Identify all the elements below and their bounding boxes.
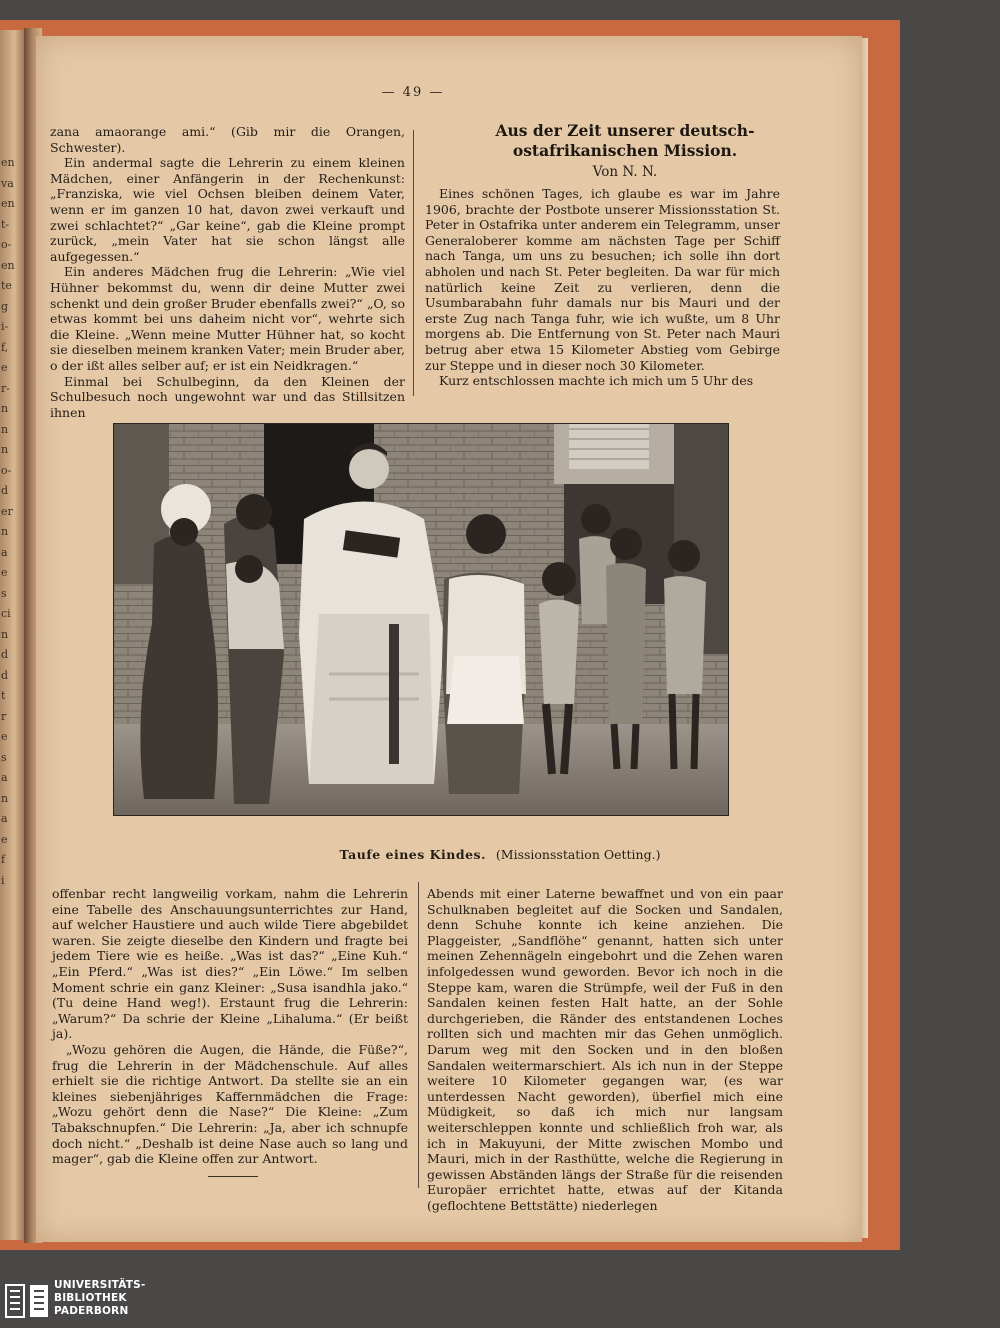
page-edge bbox=[860, 38, 868, 1238]
paragraph: Ein anderes Mädchen frug die Lehrerin: „Wie viel Hühner bekommst du, wenn dir deine Mutter zwei schenkt und dein großer Bruder ebenfalls zwei?“ „O, so etwas kommt bei uns daheim nicht vor“, wehrte sich die Kleine. „Wenn meine Mutter Hühner hat, so kocht sie dieselben meinem kranken Vater; mein Bruder aber, o der ißt alles selber auf; er ist ein Neidkragen.“ bbox=[50, 264, 405, 373]
previous-page-text-fragment: s bbox=[1, 586, 7, 600]
paragraph: zana amaorange ami.“ (Gib mir die Orangen, Schwester). bbox=[50, 124, 405, 155]
column-divider bbox=[413, 130, 414, 396]
left-column-top bbox=[50, 124, 405, 420]
paragraph: Abends mit einer Laterne bewaffnet und von ein paar Schulknaben begleitet auf die Socken und Sandalen, denn Schuhe konnte ich keine anziehen. Die Plaggeister, „Sandflöhe“ genannt, hatten sich unter meinen Zehennägeln eingebohrt und die Zehen waren infolgedessen wund geworden. Bevor ich noch in die Steppe kam, waren die Strümpfe, weil der Fuß in den Sandalen keinen festen Halt hatte, an der Sohle durchgerieben, die Ränder des entstandenen Loches rollten sich und machten mir das Gehen unmöglich. Darum weg mit den Socken und in den bloßen Sandalen weitermarschiert. Als ich nun in der Steppe weitere 10 Kilometer gegangen war, (es war unterdessen Nacht geworden), überfiel mich eine Müdigkeit, so daß ich mich nur langsam weiterschleppen konnte und schließlich froh war, als ich in Makuyuni, der Mitte zwischen Mombo und Mauri, mich in der Rasthütte, welche die Regierung in gewissen Abständen längs der Straße für die reisenden Europäer errichtet hatte, etwas auf der Kitanda (geflochtene Bettstätte) niederlegen bbox=[427, 886, 783, 1213]
previous-page-text-fragment: n bbox=[1, 791, 9, 805]
caption-subtitle: (Missionsstation Oetting.) bbox=[495, 847, 661, 862]
previous-page-text-fragment: o- bbox=[1, 238, 12, 251]
previous-page-text-fragment: e bbox=[1, 832, 8, 846]
previous-page-text-fragment: n bbox=[1, 402, 9, 415]
previous-page-text-fragment: n bbox=[1, 422, 9, 436]
previous-page-text-fragment: er bbox=[1, 504, 13, 518]
paragraph: „Wozu gehören die Augen, die Hände, die Füße?“, frug die Lehrerin in der Mädchenschule. Auf alles erhielt sie die richtige Antwort. Da stellte sie an ein kleines siebenjähriges Kaffernmädchen die Frage: „Wozu gehört denn die Nase?“ Die Kleine: „Zum Tabakschnupfen.“ Die Lehrerin: „Ja, aber ich schnupfe doch nicht.“ „Deshalb ist deine Nase auch so lang und mager“, gab die Kleine offen zur Antwort. bbox=[52, 1041, 408, 1167]
left-column-bottom bbox=[52, 886, 408, 1167]
library-logo-icon bbox=[4, 1281, 50, 1321]
section-end-rule bbox=[208, 1176, 258, 1177]
paragraph: offenbar recht langweilig vorkam, nahm die Lehrerin eine Tabelle des Anschauungsunterrichtes zur Hand, auf welcher Haustiere und auch wilde Tiere abgebildet waren. Sie zeigte dieselbe den Kindern und fragte bei jedem Tiere wie es heiße. „Was ist das?“ „Eine Kuh.“ „Ein Pferd.“ „Was ist dies?“ „Ein Löwe.“ Im selben Moment schrie ein ganz Kleiner: „Susa isandhla jako.“ (Tu deine Hand weg!). Erstaunt frug die Lehrerin: „Warum?“ Da schrie der Kleine „Lihaluma.“ (Er beißt ja). bbox=[52, 886, 408, 1042]
previous-page-text-fragment: en bbox=[1, 197, 15, 210]
logo-line: PADERBORN bbox=[54, 1305, 129, 1317]
previous-page-text-fragment: t- bbox=[1, 217, 10, 231]
previous-page-text-fragment: a bbox=[1, 771, 8, 784]
paragraph: Eines schönen Tages, ich glaube es war im Jahre 1906, brachte der Postbote unserer Missionsstation St. Peter in Ostafrika unter anderem ein Telegramm, unser Generaloberer komme am nächsten Tage per Schiff nach Tanga, um uns zu besuchen; ich solle ihn dort abholen und nach St. Peter begleiten. Da war für mich natürlich keine Zeit zu verlieren, denn die Usumbarabahn fuhr damals nur bis Mauri und der erste Zug nach Tanga fuhr, wie ich wußte, um 8 Uhr morgens ab. Die Entfernung von St. Peter nach Mauri betrug aber etwa 15 Kilometer Abstieg vom Gebirge zur Steppe und in dieser noch 30 Kilometer. bbox=[425, 186, 780, 373]
article-author: Von N. N. bbox=[592, 164, 658, 180]
previous-page-text-fragment: f bbox=[1, 853, 6, 866]
photograph-image bbox=[114, 424, 728, 815]
previous-page-text-fragment: d bbox=[1, 484, 9, 497]
page-number: — 49 — bbox=[381, 85, 445, 100]
previous-page-edge bbox=[0, 30, 24, 1240]
logo-line: UNIVERSITÄTS- bbox=[54, 1279, 146, 1291]
article-title-line: ostafrikanischen Mission. bbox=[512, 141, 738, 160]
previous-page-text-fragment: g bbox=[1, 299, 9, 313]
previous-page-text-fragment: d bbox=[1, 668, 9, 682]
previous-page-text-fragment: s bbox=[1, 750, 7, 764]
paragraph: Ein andermal sagte die Lehrerin zu einem kleinen Mädchen, einer Anfängerin in der Rechenkunst: „Franziska, wie viel Ochsen bleiben deinem Vater, wenn er im ganzen 10 hat, davon zwei verkauft und zwei schlachtet?“ „Gar keine“, gab die Kleine prompt zurück, „mein Vater hat sie schon längst alle aufgegessen.“ bbox=[50, 155, 405, 264]
previous-page-text-fragment: o- bbox=[1, 463, 12, 477]
paragraph: Einmal bei Schulbeginn, da den Kleinen der Schulbesuch noch ungewohnt war und das Stillsitzen ihnen bbox=[50, 373, 405, 420]
right-column-top bbox=[425, 186, 780, 389]
previous-page-text-fragment: d bbox=[1, 648, 9, 661]
previous-page-text-fragment: i- bbox=[1, 320, 9, 333]
previous-page-text-fragment: n bbox=[1, 443, 9, 456]
previous-page-text-fragment: n bbox=[1, 627, 9, 641]
previous-page-text-fragment: t bbox=[1, 689, 6, 702]
previous-page-text-fragment: te bbox=[1, 279, 12, 292]
previous-page-text-fragment: e bbox=[1, 361, 8, 374]
previous-page-text-fragment: f, bbox=[1, 340, 9, 354]
logo-line: BIBLIOTHEK bbox=[54, 1292, 127, 1304]
previous-page-text-fragment: ci bbox=[1, 607, 11, 620]
previous-page-text-fragment: r- bbox=[1, 381, 10, 395]
baptism-photograph bbox=[113, 423, 729, 816]
caption-title: Taufe eines Kindes. bbox=[339, 847, 486, 862]
library-logo bbox=[4, 1277, 204, 1325]
previous-page-text-fragment: en bbox=[1, 156, 15, 169]
right-column-bottom bbox=[427, 886, 783, 1213]
article-title-line: Aus der Zeit unserer deutsch- bbox=[495, 121, 755, 140]
paragraph: Kurz entschlossen machte ich mich um 5 Uhr des bbox=[439, 373, 754, 389]
previous-page-text-fragment: va bbox=[1, 176, 14, 190]
previous-page-text-fragment: en bbox=[1, 258, 15, 272]
previous-page-text-fragment: i bbox=[1, 873, 5, 887]
previous-page-text-fragment: r bbox=[1, 709, 7, 723]
previous-page-text-fragment: e bbox=[1, 730, 8, 743]
previous-page-text-fragment: n bbox=[1, 525, 9, 538]
previous-page-text-fragment: a bbox=[1, 812, 8, 825]
column-divider bbox=[418, 882, 419, 1188]
article-title bbox=[440, 121, 810, 161]
photo-caption bbox=[0, 847, 1000, 862]
library-logo-text bbox=[54, 1279, 145, 1318]
previous-page-text-fragment: a bbox=[1, 545, 8, 559]
previous-page-text-fragment: e bbox=[1, 566, 8, 579]
